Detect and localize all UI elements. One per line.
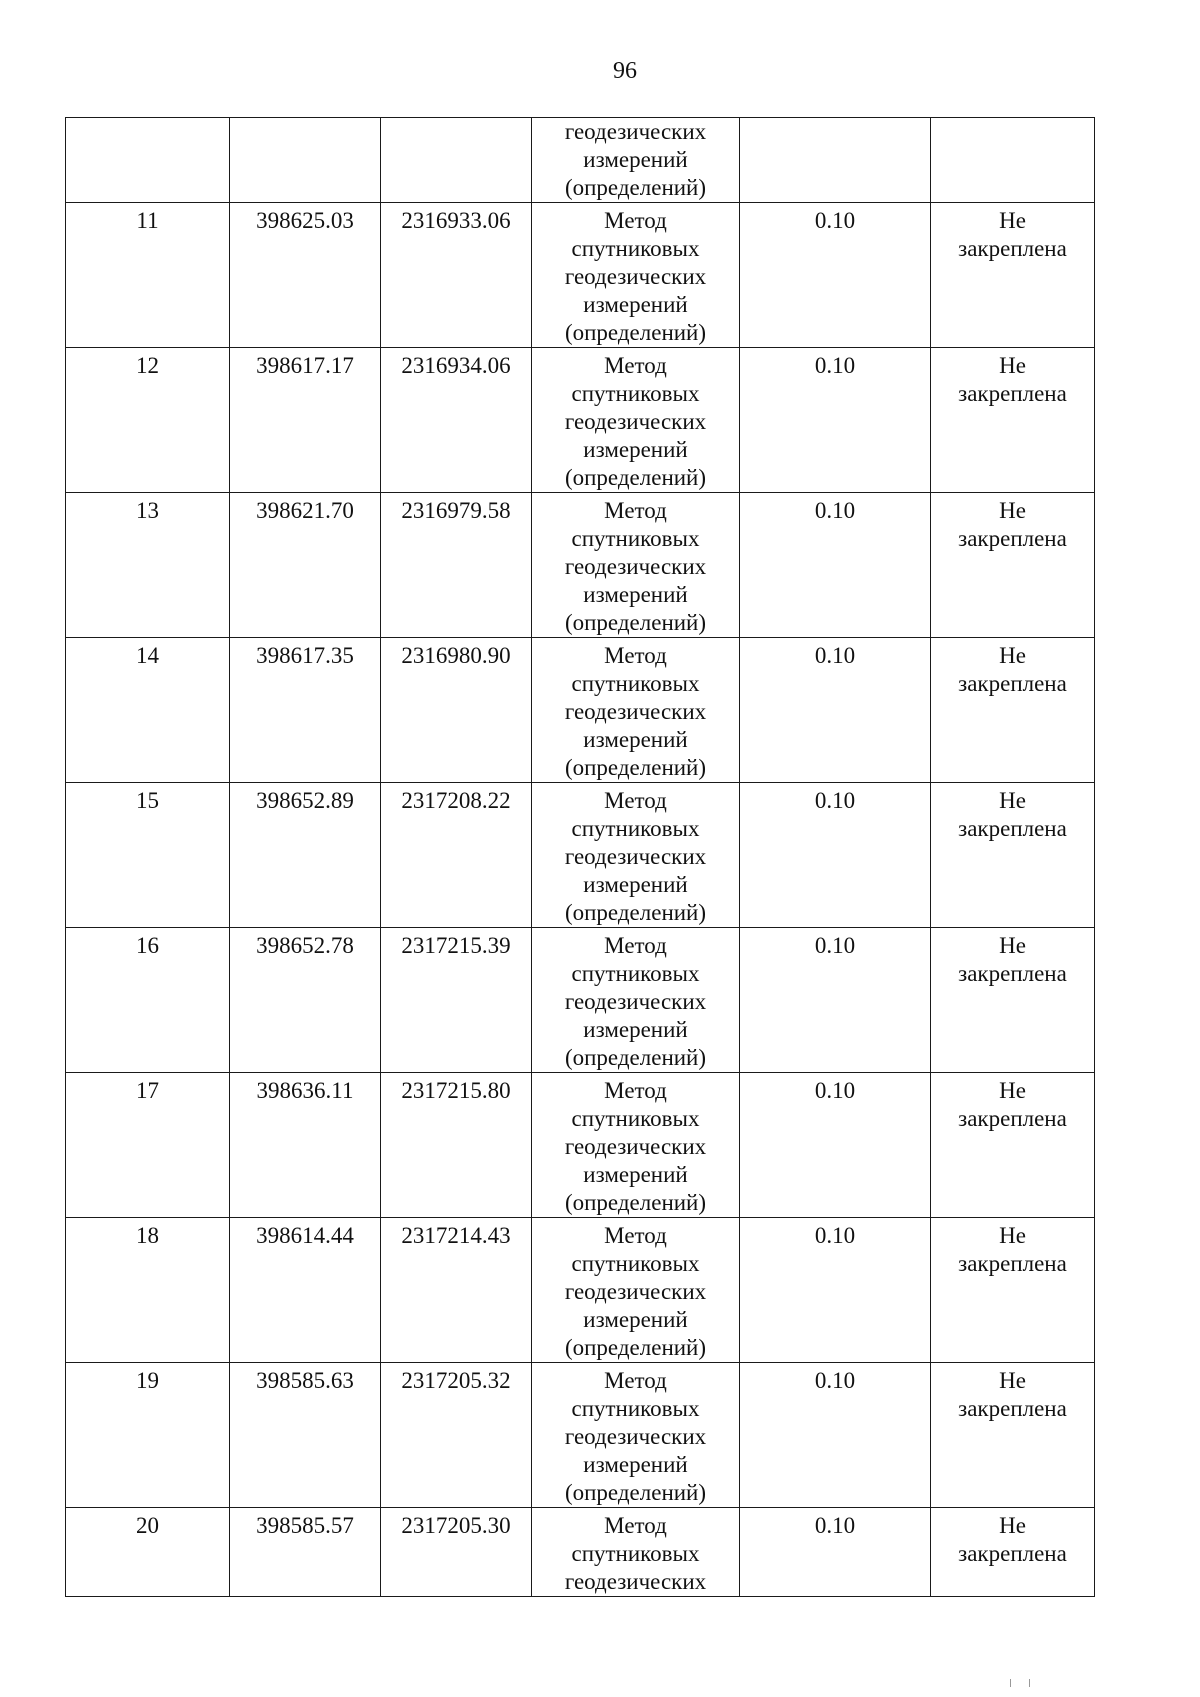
page-number: 96 [613, 58, 637, 84]
cell-y-coordinate: 2317215.39 [381, 928, 532, 1073]
fixing-line: закреплена [958, 526, 1067, 551]
cell-point-number: 15 [66, 783, 230, 928]
fixing-line: закреплена [958, 381, 1067, 406]
cell-fixing [931, 783, 1095, 928]
method-line: измерений [583, 872, 688, 897]
cell-fixing [931, 203, 1095, 348]
cell-accuracy: 0.10 [740, 493, 931, 638]
cell-point-number: 16 [66, 928, 230, 1073]
cell-accuracy: 0.10 [740, 1218, 931, 1363]
cell-x-coordinate [230, 118, 381, 203]
table-row [66, 1508, 1095, 1597]
method-line: спутниковых [571, 526, 700, 551]
table-row [66, 203, 1095, 348]
method-line: геодезических [564, 699, 707, 724]
cell-x-coordinate: 398652.78 [230, 928, 381, 1073]
table-body [66, 118, 1095, 1597]
cell-point-number: 12 [66, 348, 230, 493]
cell-accuracy [740, 118, 931, 203]
method-line: спутниковых [571, 961, 700, 986]
cell-x-coordinate: 398614.44 [230, 1218, 381, 1363]
method-line: Метод [604, 788, 667, 813]
method-line: спутниковых [571, 816, 700, 841]
method-line: Метод [604, 208, 667, 233]
cell-fixing [931, 493, 1095, 638]
fixing-line: Не [999, 208, 1026, 233]
method-line: геодезических [564, 1134, 707, 1159]
method-line: геодезических [564, 844, 707, 869]
cell-method [532, 203, 740, 348]
cell-fixing [931, 118, 1095, 203]
fixing-line: Не [999, 933, 1026, 958]
table-row [66, 1073, 1095, 1218]
method-line: измерений [583, 1017, 688, 1042]
cell-fixing [931, 348, 1095, 493]
coordinates-table [65, 117, 1095, 1597]
method-line: (определений) [564, 610, 707, 635]
cell-y-coordinate: 2316979.58 [381, 493, 532, 638]
cell-method [532, 928, 740, 1073]
cell-y-coordinate: 2317215.80 [381, 1073, 532, 1218]
cell-y-coordinate: 2316933.06 [381, 203, 532, 348]
method-line: (определений) [564, 1045, 707, 1070]
cell-point-number: 20 [66, 1508, 230, 1597]
cell-x-coordinate: 398617.35 [230, 638, 381, 783]
cell-x-coordinate: 398652.89 [230, 783, 381, 928]
cell-accuracy: 0.10 [740, 1508, 931, 1597]
method-line: измерений [583, 147, 688, 172]
method-line: (определений) [564, 1335, 707, 1360]
method-line: (определений) [564, 900, 707, 925]
cell-x-coordinate: 398636.11 [230, 1073, 381, 1218]
cell-y-coordinate: 2317214.43 [381, 1218, 532, 1363]
fixing-line: Не [999, 1368, 1026, 1393]
cell-accuracy: 0.10 [740, 783, 931, 928]
method-line: геодезических [564, 1569, 707, 1594]
fixing-line: закреплена [958, 671, 1067, 696]
cell-x-coordinate: 398617.17 [230, 348, 381, 493]
cell-fixing [931, 1363, 1095, 1508]
table-row-continuation [66, 118, 1095, 203]
cell-fixing [931, 928, 1095, 1073]
cell-fixing [931, 1218, 1095, 1363]
scan-artifact [1010, 1679, 1030, 1687]
method-line: Метод [604, 498, 667, 523]
cell-accuracy: 0.10 [740, 203, 931, 348]
fixing-line: закреплена [958, 816, 1067, 841]
fixing-line: Не [999, 643, 1026, 668]
method-line: измерений [583, 1307, 688, 1332]
cell-method [532, 1218, 740, 1363]
method-line: измерений [583, 727, 688, 752]
cell-fixing [931, 638, 1095, 783]
cell-fixing [931, 1508, 1095, 1597]
cell-x-coordinate: 398585.57 [230, 1508, 381, 1597]
cell-fixing [931, 1073, 1095, 1218]
cell-method [532, 783, 740, 928]
fixing-line: Не [999, 353, 1026, 378]
fixing-line: закреплена [958, 1106, 1067, 1131]
table-row [66, 1363, 1095, 1508]
method-line: спутниковых [571, 1396, 700, 1421]
cell-y-coordinate: 2317205.30 [381, 1508, 532, 1597]
method-line: Метод [604, 643, 667, 668]
method-line: спутниковых [571, 1541, 700, 1566]
cell-accuracy: 0.10 [740, 638, 931, 783]
cell-method [532, 348, 740, 493]
cell-accuracy: 0.10 [740, 928, 931, 1073]
table-row [66, 928, 1095, 1073]
cell-point-number: 19 [66, 1363, 230, 1508]
cell-method [532, 493, 740, 638]
method-line: измерений [583, 1452, 688, 1477]
method-line: измерений [583, 582, 688, 607]
method-line: измерений [583, 1162, 688, 1187]
cell-accuracy: 0.10 [740, 1073, 931, 1218]
table-row [66, 638, 1095, 783]
method-line: спутниковых [571, 381, 700, 406]
cell-method [532, 638, 740, 783]
method-line: Метод [604, 353, 667, 378]
cell-y-coordinate: 2316980.90 [381, 638, 532, 783]
table-row [66, 348, 1095, 493]
fixing-line: Не [999, 788, 1026, 813]
fixing-line: закреплена [958, 236, 1067, 261]
method-line: геодезических [564, 409, 707, 434]
method-line: Метод [604, 933, 667, 958]
method-line: геодезических [564, 989, 707, 1014]
cell-x-coordinate: 398585.63 [230, 1363, 381, 1508]
cell-method [532, 1073, 740, 1218]
cell-method [532, 1508, 740, 1597]
method-line: (определений) [564, 755, 707, 780]
table-row [66, 783, 1095, 928]
method-line: спутниковых [571, 1251, 700, 1276]
method-line: (определений) [564, 1480, 707, 1505]
cell-accuracy: 0.10 [740, 1363, 931, 1508]
method-line: Метод [604, 1368, 667, 1393]
cell-x-coordinate: 398621.70 [230, 493, 381, 638]
method-line: измерений [583, 437, 688, 462]
table-row [66, 1218, 1095, 1363]
method-line: измерений [583, 292, 688, 317]
fixing-line: закреплена [958, 961, 1067, 986]
method-line: спутниковых [571, 236, 700, 261]
method-line: спутниковых [571, 1106, 700, 1131]
cell-y-coordinate [381, 118, 532, 203]
fixing-line: Не [999, 1223, 1026, 1248]
table-row [66, 493, 1095, 638]
fixing-line: Не [999, 498, 1026, 523]
method-line: геодезических [564, 264, 707, 289]
method-line: спутниковых [571, 671, 700, 696]
cell-y-coordinate: 2316934.06 [381, 348, 532, 493]
fixing-line: закреплена [958, 1251, 1067, 1276]
cell-point-number [66, 118, 230, 203]
method-line: геодезических [564, 1279, 707, 1304]
fixing-line: закреплена [958, 1396, 1067, 1421]
method-line: геодезических [564, 119, 707, 144]
cell-y-coordinate: 2317205.32 [381, 1363, 532, 1508]
cell-y-coordinate: 2317208.22 [381, 783, 532, 928]
cell-point-number: 11 [66, 203, 230, 348]
method-line: геодезических [564, 1424, 707, 1449]
cell-accuracy: 0.10 [740, 348, 931, 493]
cell-point-number: 13 [66, 493, 230, 638]
cell-point-number: 18 [66, 1218, 230, 1363]
fixing-line: закреплена [958, 1541, 1067, 1566]
method-line: (определений) [564, 465, 707, 490]
method-line: (определений) [564, 175, 707, 200]
method-line: (определений) [564, 1190, 707, 1215]
method-line: Метод [604, 1078, 667, 1103]
method-line: Метод [604, 1223, 667, 1248]
fixing-line: Не [999, 1078, 1026, 1103]
cell-method [532, 1363, 740, 1508]
method-line: (определений) [564, 320, 707, 345]
method-line: геодезических [564, 554, 707, 579]
fixing-line: Не [999, 1513, 1026, 1538]
cell-x-coordinate: 398625.03 [230, 203, 381, 348]
cell-method [532, 118, 740, 203]
method-line: Метод [604, 1513, 667, 1538]
cell-point-number: 14 [66, 638, 230, 783]
cell-point-number: 17 [66, 1073, 230, 1218]
